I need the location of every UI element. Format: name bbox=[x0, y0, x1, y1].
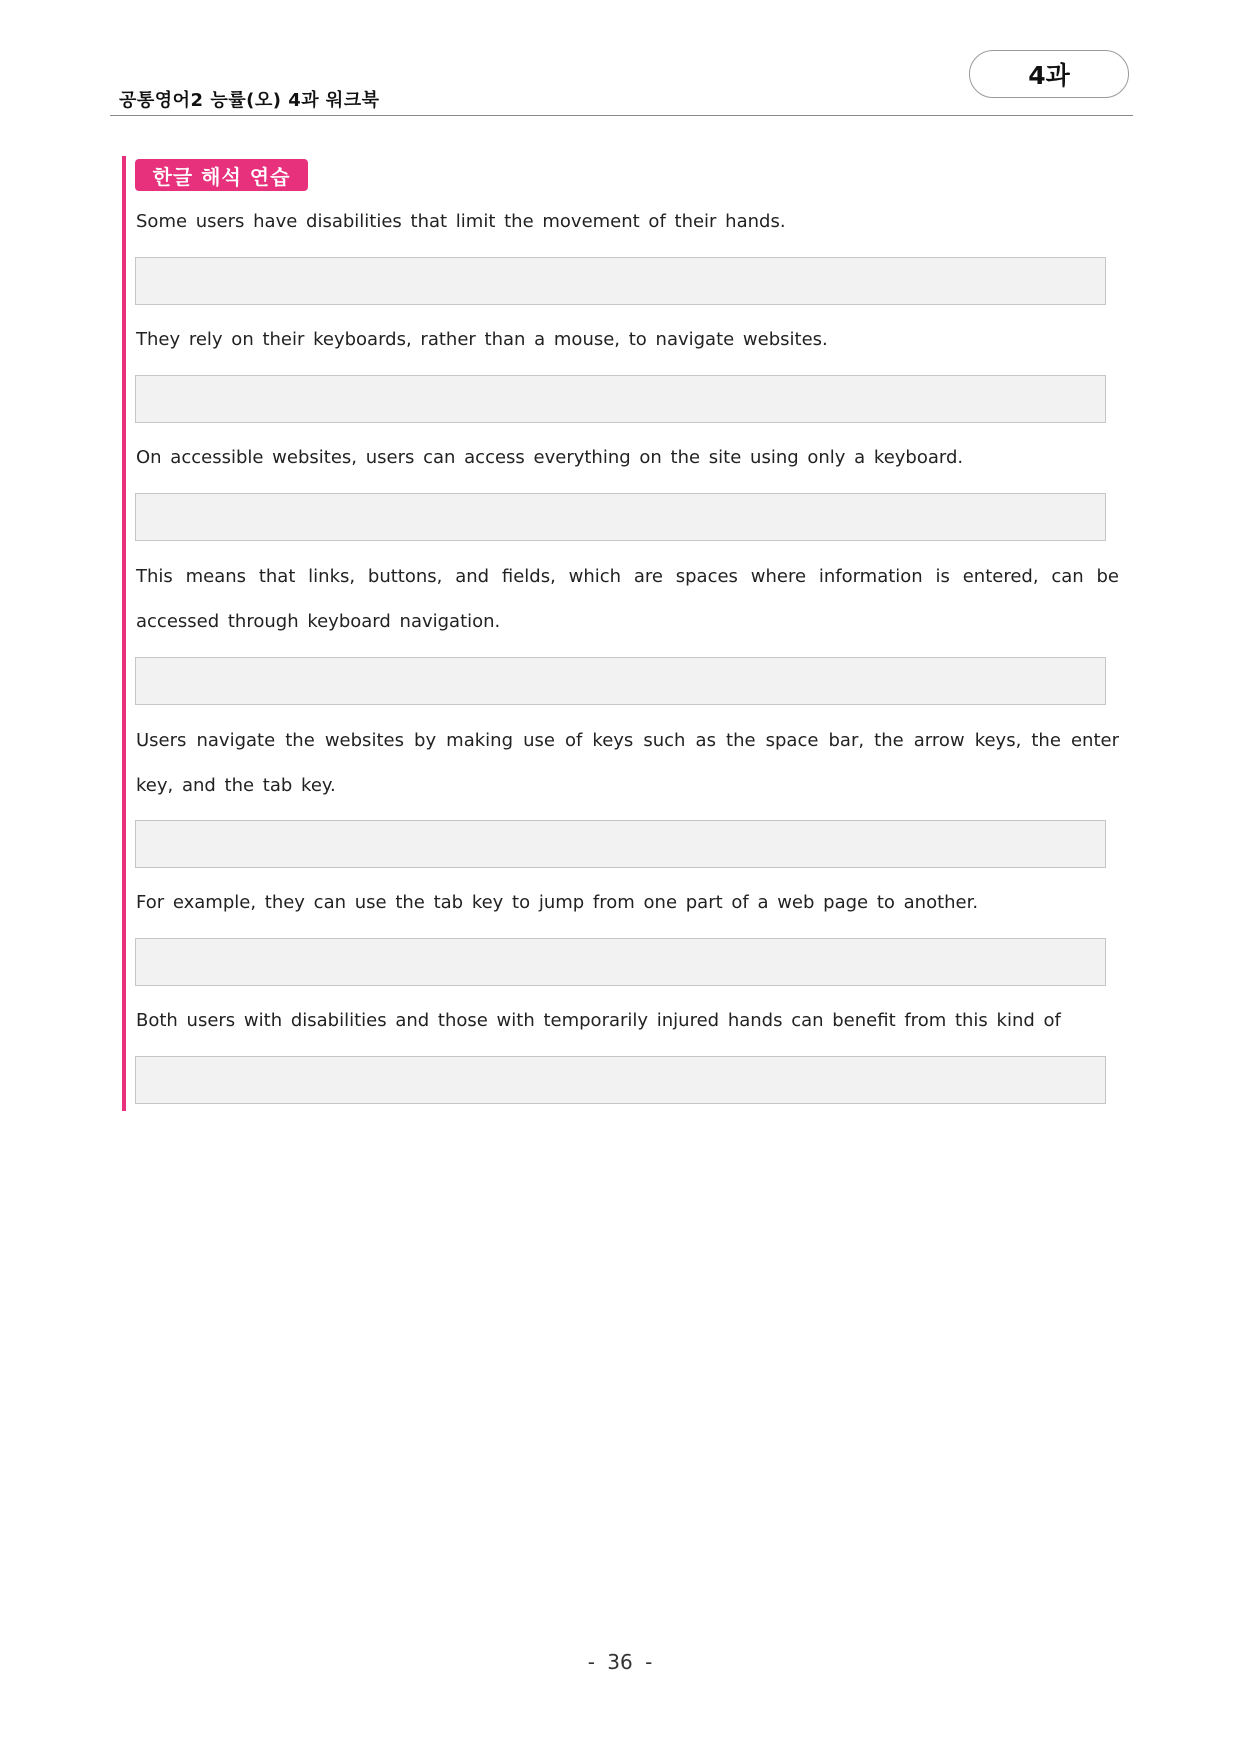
sentence-3: On accessible websites, users can access everything on the site using only a keyboard. bbox=[136, 447, 964, 468]
sentence-7: Both users with disabilities and those with temporarily injured hands can benefit from this kind of bbox=[136, 1010, 1061, 1031]
answer-box-4[interactable] bbox=[135, 657, 1106, 705]
sentence-5: Users navigate the websites by making use of keys such as the space bar, the arrow keys, the enter key, and the tab key. bbox=[136, 730, 1119, 796]
header-title: 공통영어2 능률(오) 4과 워크북 bbox=[119, 90, 380, 111]
answer-box-3[interactable] bbox=[135, 493, 1106, 541]
sentence-4: This means that links, buttons, and fields, which are spaces where information is entered, can be accessed through keyboard navigation. bbox=[136, 566, 1119, 632]
answer-box-1[interactable] bbox=[135, 257, 1106, 305]
lesson-badge: 4과 bbox=[969, 50, 1129, 98]
section-accent-bar bbox=[122, 156, 126, 1111]
answer-box-2[interactable] bbox=[135, 375, 1106, 423]
sentence-1: Some users have disabilities that limit the movement of their hands. bbox=[136, 211, 786, 232]
section-tag: 한글 해석 연습 bbox=[135, 159, 308, 191]
answer-box-7[interactable] bbox=[135, 1056, 1106, 1104]
answer-box-5[interactable] bbox=[135, 820, 1106, 868]
page-number: - 36 - bbox=[587, 1650, 653, 1674]
answer-box-6[interactable] bbox=[135, 938, 1106, 986]
sentence-2: They rely on their keyboards, rather than a mouse, to navigate websites. bbox=[136, 329, 828, 350]
header-divider bbox=[110, 115, 1133, 116]
sentence-6: For example, they can use the tab key to jump from one part of a web page to another. bbox=[136, 892, 979, 913]
